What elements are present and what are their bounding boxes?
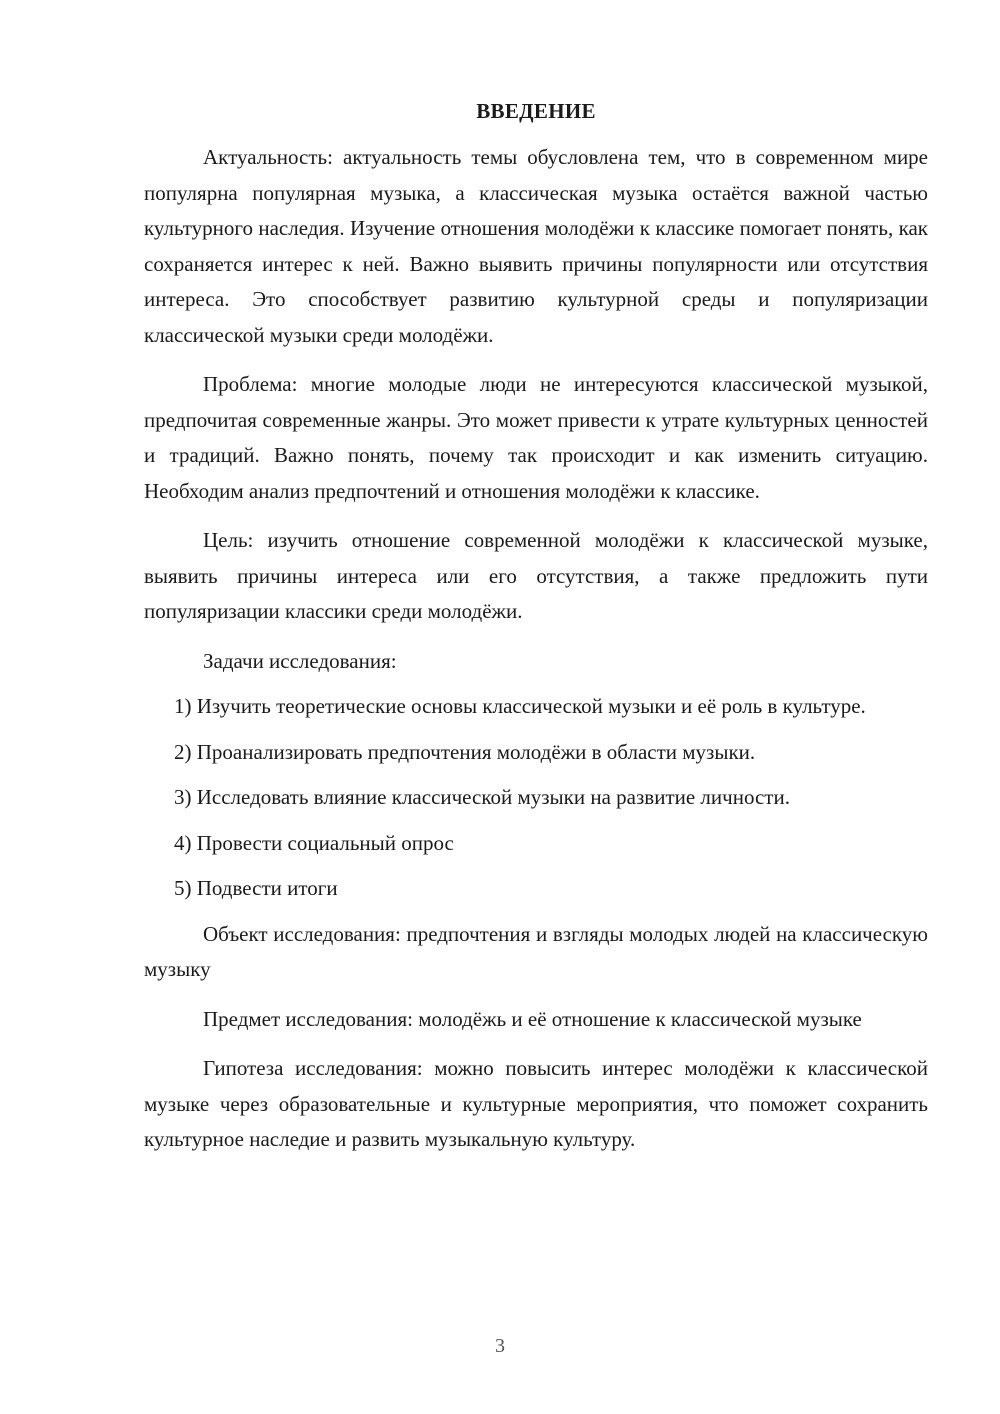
list-item: 4) Провести социальный опрос: [174, 830, 454, 855]
tasks-heading: Задачи исследования:: [203, 648, 397, 673]
list-item: 5) Подвести итоги: [174, 876, 338, 900]
paragraph-goal: Цель: изучить отношение современной молодёжи к классической музыке, выявить причины интереса или его отсутствия, а также предложить пути популяризации классики среди молодёжи.: [144, 528, 928, 623]
document-page: [144, 96, 928, 1172]
page-number: 3: [495, 1335, 505, 1357]
paragraph-hypothesis: Гипотеза исследования: можно повысить интерес молодёжи к классической музыке через образовательные и культурные мероприятия, что поможет сохранить культурное наследие и развить музыкальную культуру.: [144, 1056, 928, 1151]
paragraph-problem: Проблема: многие молодые люди не интересуются классической музыкой, предпочитая современные жанры. Это может привести к утрате культурных ценностей и традиций. Важно понять, почему так происходит и как изменить ситуацию. Необходим анализ предпочтений и отношения молодёжи к классике.: [144, 372, 928, 503]
list-item: 2) Проанализировать предпочтения молодёжи в области музыки.: [174, 739, 756, 764]
list-item: 1) Изучить теоретические основы классической музыки и её роль в культуре.: [174, 694, 866, 718]
paragraph-subject: Предмет исследования: молодёжь и её отношение к классической музыке: [203, 1006, 862, 1031]
document-title: ВВЕДЕНИЕ: [476, 99, 596, 123]
paragraph-object: Объект исследования: предпочтения и взгляды молодых людей на классическую музыку: [144, 921, 928, 981]
paragraph-relevance: Актуальность: актуальность темы обусловлена тем, что в современном мире популярна популярная музыка, а классическая музыка остаётся важной частью культурного наследия. Изучение отношения молодёжи к классике помогает понять, как сохраняется интерес к ней. Важно выявить причины популярности или отсутствия интереса. Это способствует развитию культурной среды и популяризации классической музыки среди молодёжи.: [144, 145, 928, 347]
tasks-list: [144, 689, 928, 907]
list-item: 3) Исследовать влияние классической музыки на развитие личности.: [174, 785, 790, 809]
